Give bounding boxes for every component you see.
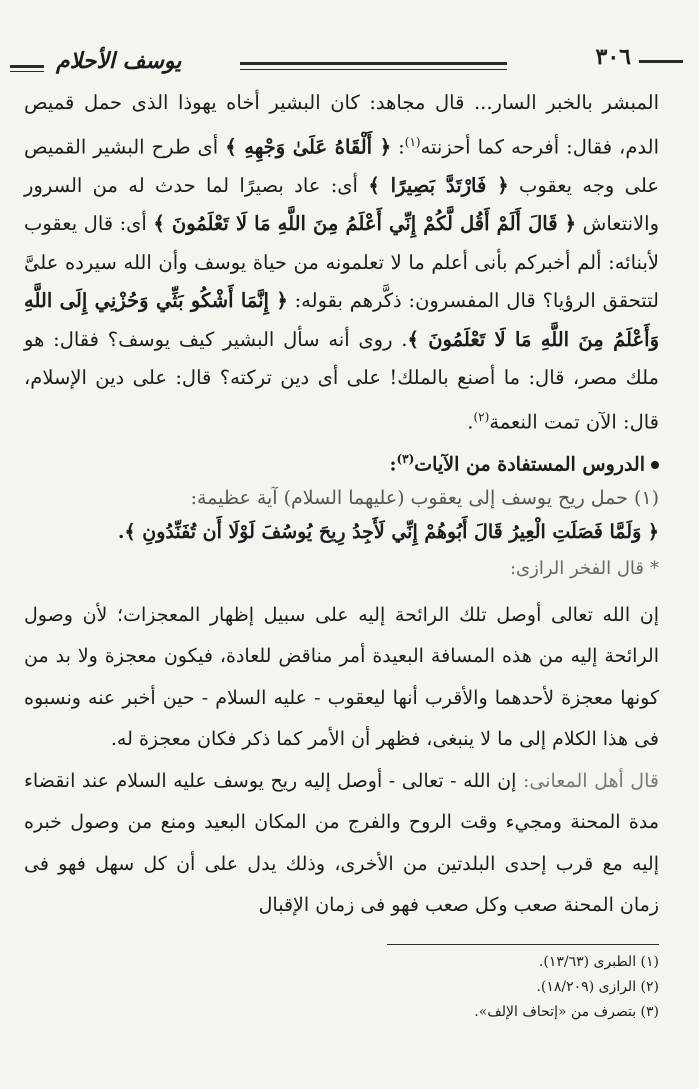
footnote-1: (١) الطبرى (١٣/٦٣).	[538, 954, 659, 970]
paragraph-1	[24, 84, 659, 442]
text-run: :	[391, 135, 405, 158]
razi-label-text: قال الفخر الرازى:	[509, 557, 644, 579]
verse-text: ﴿ وَلَمَّا فَصَلَتِ الْعِيرُ قَالَ أَبُوهُمْ إِنِّي لَأَجِدُ رِيحَ يُوسُفَ لَوْلَا أَن تُفَنِّدُونِ ﴾	[124, 520, 659, 543]
footnote-ref-1: (١)	[404, 134, 421, 149]
star-icon: *	[650, 557, 659, 579]
para3-lead: قال أهل المعانى:	[523, 769, 659, 792]
lesson-1-title: (١) حمل ريح يوسف إلى يعقوب (عليهما السلام) آية عظيمة:	[190, 486, 659, 509]
footnote-2: (٢) الرازى (١٨/٢٠٩).	[536, 979, 659, 995]
footnote-ref-2: (٢)	[473, 409, 490, 424]
para3-text: إن الله - تعالى - أوصل إليه ريح يوسف عليه السلام عند انقضاء مدة المحنة ومجيء وقت الروح والفرج من المكان البعيد ومنع من وصول خبره إليه مع قرب إحدى البلدتين من الأخرى، وذلك يدل على أن كل سهل فهو فى زمان المحنة صعب وكل صعب فهو فى زمان الإقبال	[24, 769, 659, 917]
paragraph-3	[24, 761, 659, 927]
bullet-icon	[651, 461, 659, 469]
footnote-ref-3: (٣)	[396, 451, 415, 466]
running-title: يوسف الأحلام	[56, 48, 182, 74]
verse-quote	[24, 515, 659, 549]
text-run: المبشر بالخبر السار... قال مجاهد: كان البشير أخاه يهوذا الذى حمل	[83, 91, 660, 114]
page-header	[10, 44, 683, 84]
heading-colon: :	[389, 452, 397, 475]
header-dash-left-thin	[10, 71, 44, 72]
footnotes	[300, 950, 659, 1025]
header-dash-left	[10, 65, 44, 68]
verse-end: .	[117, 520, 125, 543]
header-rule-thin	[240, 69, 507, 70]
paragraph-2: إن الله تعالى أوصل تلك الرائحة إليه على سبيل إظهار المعجزات؛ لأن وصول الرائحة إليه من هذه المسافة البعيدة أمر مناقض للعادة، فيكون معجزة ولا بد من كونها معجزة لأحدهما والأقرب أنها ليعقوب - عليه السلام - حين أخبر عنه ونسبوه فى هذا الكلام إلى ما لا ينبغى، فظهر أن الأمر كما ذكر فكان معجزة له.	[24, 603, 659, 751]
header-rule	[240, 62, 507, 65]
page-content	[24, 84, 659, 927]
text-run: أى طرح البشير القميص على وجه يعقوب	[24, 135, 659, 197]
quran-quote: ﴿ أَلْقَاهُ عَلَىٰ وَجْهِهِ ﴾	[225, 135, 392, 158]
quran-quote: ﴿ فَارْتَدَّ بَصِيرًا ﴾	[368, 173, 509, 197]
header-dash-right	[639, 60, 683, 63]
razi-label	[24, 549, 659, 589]
text-run: . روى أنه سأل البشير كيف يوسف؟ فقال: هو ملك مصر، قال: ما أصنع بالملك! على أى دين تركته؟ قال: على دين الإسلام، قال: الآن تمت النعمة	[24, 327, 659, 433]
footnote-3: (٣) بتصرف من «إتحاف الإلف».	[474, 1004, 659, 1020]
text-run: أى: قال يعقوب لأبنائه: ألم أخبركم بأنى أعلم ما لا تعلمونه من حياة يوسف وأن الله سيرده علىَّ لتتحقق الرؤيا؟ قال المفسرون: ذكَّرهم بقوله:	[24, 212, 659, 312]
section-heading	[24, 442, 659, 481]
text-run: أى: عاد بصيرًا لما حدث له من السرور والانتعاش	[24, 173, 659, 235]
page-number: ٣٠٦	[595, 44, 631, 70]
text-run: قميص الدم، فقال: أفرحه كما أحزنته	[24, 91, 659, 158]
quran-quote: ﴿ إِنَّمَا أَشْكُو بَثِّي وَحُزْنِي إِلَى اللَّهِ وَأَعْلَمُ مِنَ اللَّهِ مَا لَا تَعْلَمُونَ ﴾	[24, 289, 659, 351]
section-heading-text: الدروس المستفادة من الآيات	[414, 452, 645, 475]
text-run: .	[467, 410, 474, 433]
footnote-rule	[387, 944, 659, 945]
quran-quote: ﴿ قَالَ أَلَمْ أَقُل لَّكُمْ إِنِّي أَعْلَمُ مِنَ اللَّهِ مَا لَا تَعْلَمُونَ ﴾	[153, 212, 577, 235]
